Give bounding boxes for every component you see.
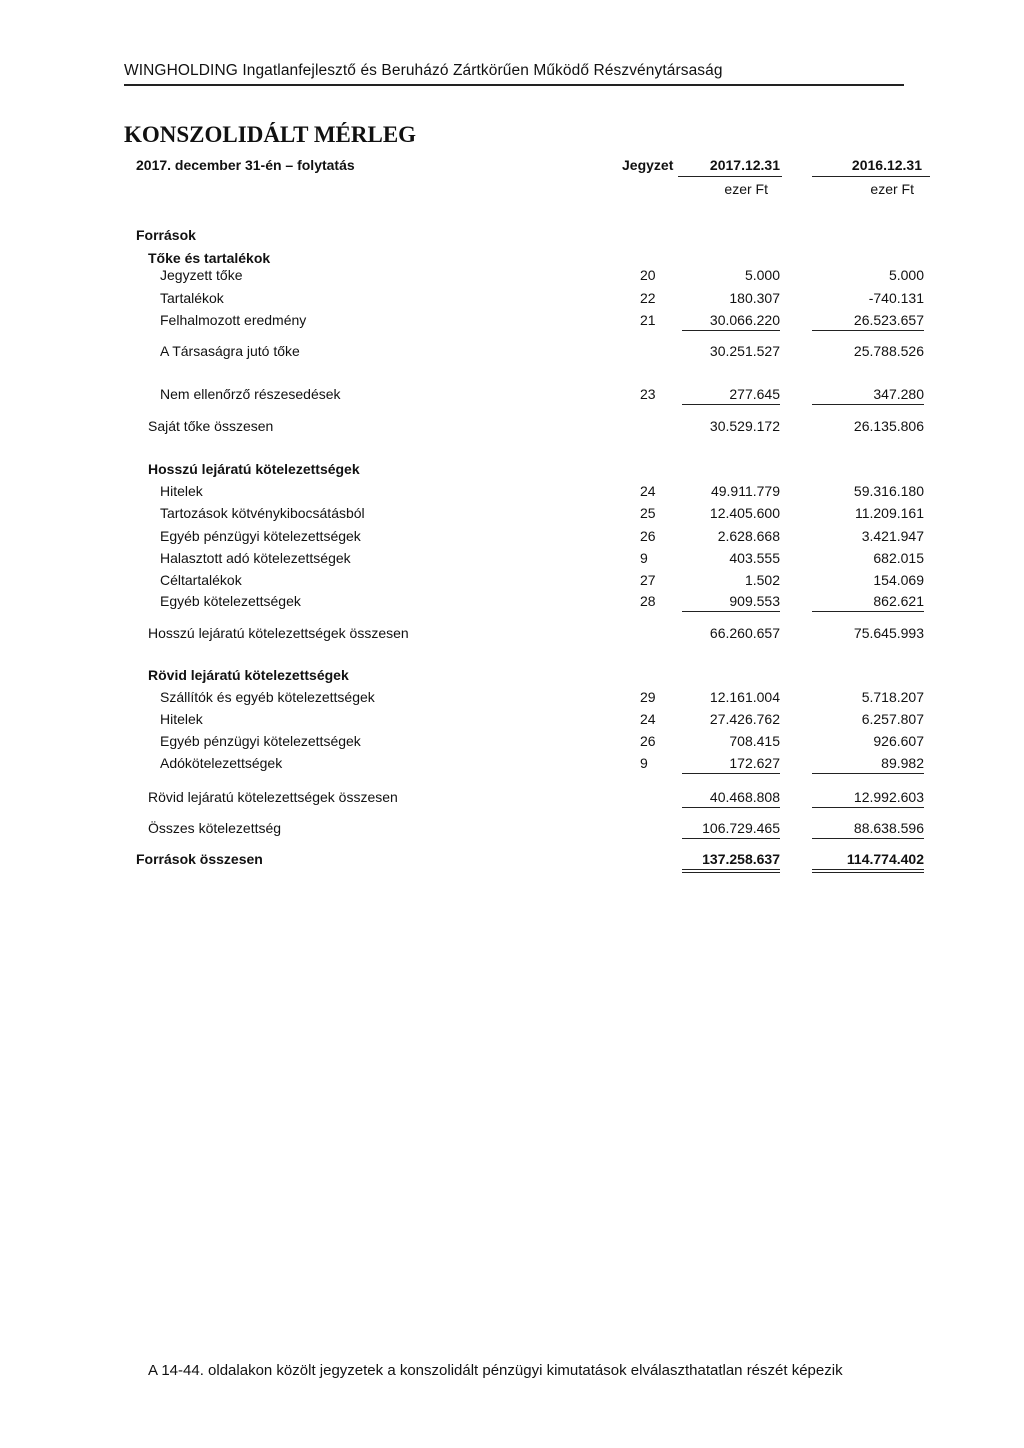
row-label: Hosszú lejáratú kötelezettségek összesen xyxy=(148,625,409,641)
row-value-2016: 5.000 xyxy=(888,267,924,283)
table-row xyxy=(0,526,1024,546)
row-value-2016: 862.621 xyxy=(800,591,924,611)
subtotal-row xyxy=(0,818,1024,838)
header-rule xyxy=(124,84,904,86)
table-row xyxy=(0,753,1024,773)
table-row xyxy=(0,481,1024,501)
row-value-2017: 5.000 xyxy=(744,267,780,283)
row-value-2016: 26.523.657 xyxy=(800,310,924,330)
row-note: 25 xyxy=(640,505,656,521)
row-value-2017: 66.260.657 xyxy=(709,625,780,641)
row-value-2017: 172.627 xyxy=(660,753,780,773)
row-value-2017: 909.553 xyxy=(660,591,780,611)
row-value-2016: 89.982 xyxy=(800,753,924,773)
row-label: Céltartalékok xyxy=(160,572,242,588)
row-label: Szállítók és egyéb kötelezettségek xyxy=(160,689,375,705)
column-header-rule-2 xyxy=(812,176,930,177)
row-value-2017: 137.258.637 xyxy=(660,849,780,869)
row-label: Források xyxy=(136,227,196,243)
unit-label-2017: ezer Ft xyxy=(724,181,768,197)
row-value-2016: 6.257.807 xyxy=(861,711,924,727)
section-heading-hosszu xyxy=(0,459,1024,479)
company-header: WINGHOLDING Ingatlanfejlesztő és Beruházó Zártkörűen Működő Részvénytársaság xyxy=(124,62,723,79)
row-value-2016: 75.645.993 xyxy=(853,625,924,641)
row-value-2017: 30.066.220 xyxy=(660,310,780,330)
row-label: Egyéb pénzügyi kötelezettségek xyxy=(160,528,361,544)
row-label: Tőke és tartalékok xyxy=(148,250,271,266)
row-label: Összes kötelezettség xyxy=(148,820,282,836)
row-label: Hosszú lejáratú kötelezettségek xyxy=(148,461,360,477)
row-value-2017: 12.161.004 xyxy=(709,689,780,705)
row-value-2017: 49.911.779 xyxy=(710,483,780,499)
row-value-2016: 154.069 xyxy=(873,572,924,588)
row-value-2016: 26.135.806 xyxy=(853,418,924,434)
row-value-2017: 277.645 xyxy=(660,384,780,404)
document-subtitle: 2017. december 31-én – folytatás xyxy=(136,157,355,173)
grand-total-row xyxy=(0,849,1024,869)
total-row xyxy=(0,416,1024,436)
table-row xyxy=(0,548,1024,568)
table-row xyxy=(0,384,1024,404)
column-header-rule-1 xyxy=(678,176,782,177)
row-value-2017: 180.307 xyxy=(729,290,780,306)
column-header-note: Jegyzet xyxy=(622,157,674,173)
document-title: KONSZOLIDÁLT MÉRLEG xyxy=(124,122,417,147)
row-note: 9 xyxy=(640,755,648,771)
row-value-2017: 30.251.527 xyxy=(709,343,780,359)
row-value-2016: 5.718.207 xyxy=(861,689,924,705)
column-header-year-2017: 2017.12.31 xyxy=(709,157,780,173)
row-value-2016: 114.774.402 xyxy=(800,849,924,869)
row-note: 20 xyxy=(640,267,656,283)
row-value-2016: 25.788.526 xyxy=(853,343,924,359)
row-value-2016: 3.421.947 xyxy=(861,528,924,544)
table-row xyxy=(0,503,1024,523)
row-value-2017: 40.468.808 xyxy=(660,787,780,807)
unit-label-2016: ezer Ft xyxy=(870,181,914,197)
row-note: 21 xyxy=(640,312,656,328)
section-heading-rovid xyxy=(0,665,1024,685)
row-label: Hitelek xyxy=(160,711,203,727)
table-row xyxy=(0,265,1024,285)
row-value-2016: 59.316.180 xyxy=(853,483,924,499)
row-label: A Társaságra jutó tőke xyxy=(160,343,300,359)
row-note: 23 xyxy=(640,386,656,402)
footer-note: A 14-44. oldalakon közölt jegyzetek a konszolidált pénzügyi kimutatások elválaszthatatlan részét képezik xyxy=(148,1362,843,1379)
row-value-2017: 403.555 xyxy=(729,550,780,566)
row-note: 9 xyxy=(640,550,648,566)
row-note: 29 xyxy=(640,689,656,705)
row-value-2017: 106.729.465 xyxy=(660,818,780,838)
row-label: Jegyzett tőke xyxy=(160,267,243,283)
row-label: Adókötelezettségek xyxy=(160,755,283,771)
subtotal-row xyxy=(0,623,1024,643)
table-row xyxy=(0,709,1024,729)
row-label: Egyéb pénzügyi kötelezettségek xyxy=(160,733,361,749)
row-label: Tartalékok xyxy=(160,290,224,306)
row-label: Források összesen xyxy=(136,851,263,867)
section-heading-forrasok xyxy=(0,225,1024,245)
table-row xyxy=(0,310,1024,330)
column-header-year-2016: 2016.12.31 xyxy=(851,157,922,173)
row-note: 24 xyxy=(640,483,656,499)
row-value-2016: 12.992.603 xyxy=(800,787,924,807)
row-value-2017: 27.426.762 xyxy=(709,711,780,727)
row-note: 28 xyxy=(640,593,656,609)
row-value-2016: 347.280 xyxy=(800,384,924,404)
row-value-2017: 2.628.668 xyxy=(717,528,780,544)
subtotal-row xyxy=(0,341,1024,361)
row-label: Nem ellenőrző részesedések xyxy=(160,386,341,402)
table-row xyxy=(0,687,1024,707)
row-value-2016: -740.131 xyxy=(868,290,924,306)
table-row xyxy=(0,288,1024,308)
row-value-2017: 12.405.600 xyxy=(709,505,780,521)
row-label: Tartozások kötvénykibocsátásból xyxy=(160,505,365,521)
row-note: 22 xyxy=(640,290,656,306)
row-value-2017: 1.502 xyxy=(744,572,780,588)
row-value-2016: 682.015 xyxy=(873,550,924,566)
row-value-2016: 88.638.596 xyxy=(800,818,924,838)
row-label: Saját tőke összesen xyxy=(148,418,274,434)
row-label: Rövid lejáratú kötelezettségek összesen xyxy=(148,789,398,805)
row-note: 26 xyxy=(640,733,656,749)
table-row xyxy=(0,570,1024,590)
row-note: 26 xyxy=(640,528,656,544)
row-label: Egyéb kötelezettségek xyxy=(160,593,301,609)
row-value-2016: 11.209.161 xyxy=(854,505,924,521)
row-value-2016: 926.607 xyxy=(873,733,924,749)
row-label: Halasztott adó kötelezettségek xyxy=(160,550,351,566)
table-row xyxy=(0,731,1024,751)
row-label: Rövid lejáratú kötelezettségek xyxy=(148,667,349,683)
row-value-2017: 708.415 xyxy=(729,733,780,749)
row-note: 24 xyxy=(640,711,656,727)
row-label: Hitelek xyxy=(160,483,203,499)
row-value-2017: 30.529.172 xyxy=(709,418,780,434)
table-row xyxy=(0,591,1024,611)
row-label: Felhalmozott eredmény xyxy=(160,312,307,328)
row-note: 27 xyxy=(640,572,656,588)
subtotal-row xyxy=(0,787,1024,807)
